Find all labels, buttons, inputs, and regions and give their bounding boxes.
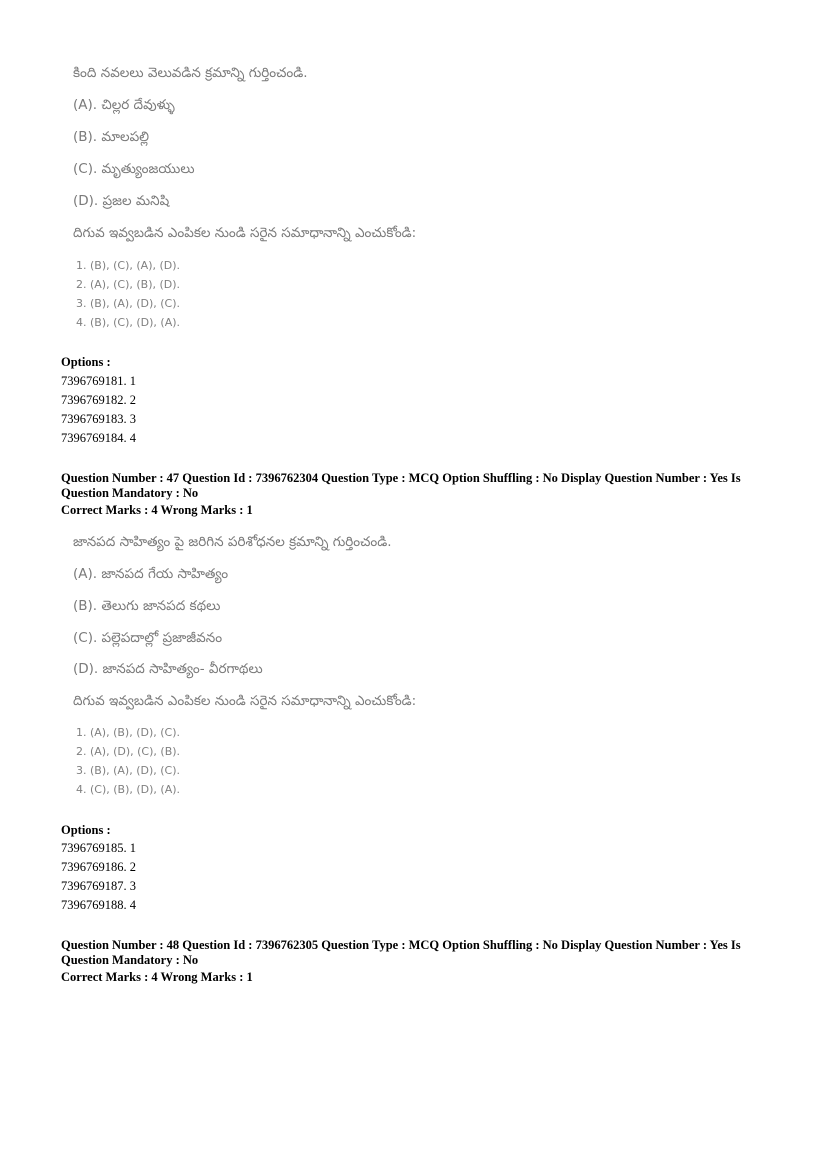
q48-header-line1: Question Number : 48 Question Id : 7396762305 Question Type : MCQ Option Shuffling : No Display Question Number : Yes Is xyxy=(61,938,741,952)
q47-header-line2: Question Mandatory : No xyxy=(61,486,199,500)
q46-image-option-4: 4. (B), (C), (D), (A). xyxy=(76,316,181,329)
q47-image-option-2: 2. (A), (D), (C), (B). xyxy=(76,745,181,758)
q47-option-2: 7396769186. 2 xyxy=(61,860,136,874)
q47-item-b: (B). తెలుగు జానపద కథలు xyxy=(73,598,221,614)
q46-image-option-3: 3. (B), (A), (D), (C). xyxy=(76,297,181,310)
q46-options-label: Options : xyxy=(61,355,111,369)
q46-item-d: (D). ప్రజల మనిషి xyxy=(73,193,170,209)
q47-image-option-1: 1. (A), (B), (D), (C). xyxy=(76,726,181,739)
q47-question-text: జానపద సాహిత్యం పై జరిగిన పరిశోధనల క్రమాన్ని గుర్తించండి. xyxy=(73,534,392,550)
q47-option-4: 7396769188. 4 xyxy=(61,898,136,912)
q46-option-1: 7396769181. 1 xyxy=(61,374,136,388)
q46-option-4: 7396769184. 4 xyxy=(61,431,136,445)
q46-option-3: 7396769183. 3 xyxy=(61,412,136,426)
q47-instruction: దిగువ ఇవ్వబడిన ఎంపికల నుండి సరైన సమాధానాన్ని ఎంచుకోండి: xyxy=(73,693,417,709)
q47-item-d: (D). జానపద సాహిత్యం- వీరగాథలు xyxy=(73,661,263,677)
q46-item-c: (C). మృత్యుంజయులు xyxy=(73,161,195,177)
q46-image-option-2: 2. (A), (C), (B), (D). xyxy=(76,278,181,291)
q48-header-line2: Question Mandatory : No xyxy=(61,953,199,967)
q47-option-1: 7396769185. 1 xyxy=(61,841,136,855)
q47-image-option-3: 3. (B), (A), (D), (C). xyxy=(76,764,181,777)
q46-option-2: 7396769182. 2 xyxy=(61,393,136,407)
q46-item-a: (A). చిల్లర దేవుళ్ళు xyxy=(73,97,175,113)
q46-instruction: దిగువ ఇవ్వబడిన ఎంపికల నుండి సరైన సమాధానాన్ని ఎంచుకోండి: xyxy=(73,225,417,241)
q47-image-option-4: 4. (C), (B), (D), (A). xyxy=(76,783,181,796)
q46-question-text: కింది నవలలు వెలువడిన క్రమాన్ని గుర్తించండి. xyxy=(73,65,308,81)
q47-option-3: 7396769187. 3 xyxy=(61,879,136,893)
q46-image-option-1: 1. (B), (C), (A), (D). xyxy=(76,259,181,272)
q47-marks: Correct Marks : 4 Wrong Marks : 1 xyxy=(61,503,253,517)
q48-marks: Correct Marks : 4 Wrong Marks : 1 xyxy=(61,970,253,984)
q47-options-label: Options : xyxy=(61,823,111,837)
q47-header-line1: Question Number : 47 Question Id : 7396762304 Question Type : MCQ Option Shuffling : No Display Question Number : Yes Is xyxy=(61,471,741,485)
q46-item-b: (B). మాలపల్లి xyxy=(73,129,150,145)
q47-item-c: (C). పల్లెపదాల్లో ప్రజాజీవనం xyxy=(73,630,223,646)
q47-item-a: (A). జానపద గేయ సాహిత్యం xyxy=(73,566,229,582)
